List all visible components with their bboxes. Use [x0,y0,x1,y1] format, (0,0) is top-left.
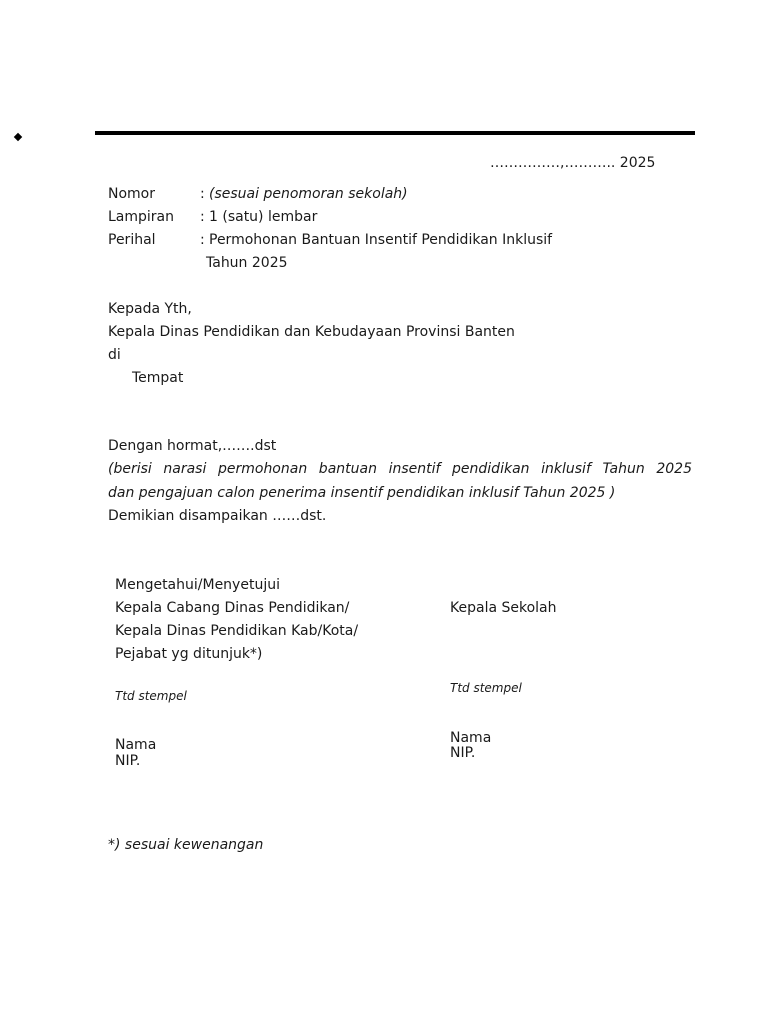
right-sign-title: Kepala Sekolah [450,600,557,616]
recipient-di: di [108,347,121,363]
lampiran-colon: : [200,209,205,225]
left-stamp-note: Ttd stempel [115,689,187,703]
perihal-value-line1: Permohonan Bantuan Insentif Pendidikan Inklusif [209,232,553,248]
recipient-salutation: Kepada Yth, [108,301,192,317]
narrative-line2: dan pengajuan calon penerima insentif pendidikan inklusif Tahun 2025 ) [108,485,616,501]
perihal-label: Perihal [108,232,156,248]
nomor-label: Nomor [108,186,155,202]
lampiran-label: Lampiran [108,209,175,225]
perihal-value-line2: Tahun 2025 [206,255,288,271]
date-line: ……………,……….. 2025 [490,155,656,171]
recipient-place: Tempat [132,370,184,386]
right-nip: NIP. [450,745,476,761]
recipient-name: Kepala Dinas Pendidikan dan Kebudayaan Provinsi Banten [108,324,515,340]
bullet-marker-icon [14,133,22,141]
header-rule [95,131,695,135]
left-name: Nama [115,737,157,753]
left-sign-heading: Mengetahui/Menyetujui [115,577,280,593]
lampiran-value: 1 (satu) lembar [209,209,318,225]
footnote: *) sesuai kewenangan [108,837,264,853]
nomor-value: (sesuai penomoran sekolah) [209,186,408,202]
greeting: Dengan hormat,…….dst [108,438,277,454]
narrative-line1: (berisi narasi permohonan bantuan insentif pendidikan inklusif Tahun 2025 [108,461,692,477]
nomor-colon: : [200,186,205,202]
right-stamp-note: Ttd stempel [450,681,522,695]
perihal-colon: : [200,232,205,248]
left-sign-line3: Pejabat yg ditunjuk*) [115,646,263,662]
left-sign-line2: Kepala Dinas Pendidikan Kab/Kota/ [115,623,359,639]
left-sign-line1: Kepala Cabang Dinas Pendidikan/ [115,600,350,616]
right-name: Nama [450,730,492,746]
left-nip: NIP. [115,753,141,769]
closing-text: Demikian disampaikan ……dst. [108,508,327,524]
